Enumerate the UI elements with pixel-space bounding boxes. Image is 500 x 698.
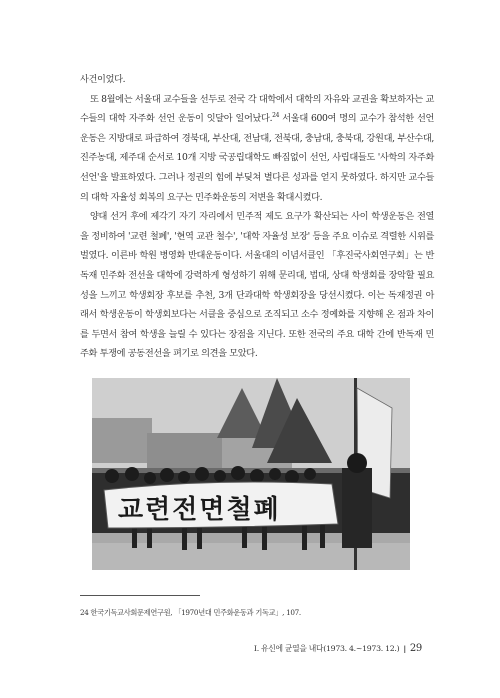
protest-photo [92,378,410,570]
paragraph-2-part-2: 서울대 600여 명의 교수가 참석한 선언 운동은 지방대로 파급하여 경북대, 부산대, 전남대, 전북대, 충남대, 충북대, 강원대, 부산수대, 진주농대, 제주대 순서로 10개 지방 국공립대학도 빠짐없이 선언, 사립대들도 '사학의 자주화 선언'을 발표하였다. 그러나 정권의 힘에 부딪쳐 별다른 성과를 얻지 못하였다. 하지만 교수들의 대학 자율성 회복의 요구는 민주화운동의 저변을 확대시켰다. [80,113,435,203]
protest-photo-image [92,378,410,570]
paragraph-1: 사건이었다. [80,74,126,85]
running-footer [254,643,422,654]
footer-separator: | [403,644,406,653]
footnote: 24 한국기독교사회문제연구원, 「1970년대 민주화운동과 기독교」, 107. [80,608,301,617]
footnote-reference[interactable]: 24 [272,112,280,120]
banner-text: 교련전면철폐 [118,495,281,525]
footnote-divider [80,595,200,596]
body-text [80,70,434,364]
footer-chapter-title: I. 유신에 균열을 내다(1973. 4.~1973. 12.) [253,644,400,653]
paragraph-2-part-1: 또 8월에는 서울대 교수들을 선두로 전국 각 대학에서 대학의 자유와 교권을 확보하자는 교수들의 대학 자주화 선언 운동이 잇달아 일어났다. [80,93,434,125]
paragraph-3: 양대 선거 후에 제각기 자기 자리에서 민주적 제도 요구가 확산되는 사이 학생운동은 전열을 정비하여 '교련 철폐', '현역 교관 철수', '대학 자율성 보장' 등을 주요 이슈로 격렬한 시위를 벌였다. 이른바 학원 병영화 반대운동이다. 서울대의 이념서클인 「후진국사회연구회」는 반독재 민주화 전선을 대학에 강력하게 형성하기 위해 문리대, 법대, 상대 학생회를 장악할 필요성을 느끼고 학생회장 후보를 추천, 3개 단과대학 학생회장을 당선시켰다. 이는 독재정권 아래서 학생운동이 학생회보다는 서클을 중심으로 조직되고 소수 정예화를 지향해 온 점과 차이를 두면서 참여 학생을 늘릴 수 있다는 장점을 지닌다. 또한 전국의 주요 대학 간에 반독재 민주화 투쟁에 공동전선을 펴기로 의견을 모았다. [80,211,434,360]
paragraph-2 [80,90,434,208]
page-number: 29 [409,643,422,654]
